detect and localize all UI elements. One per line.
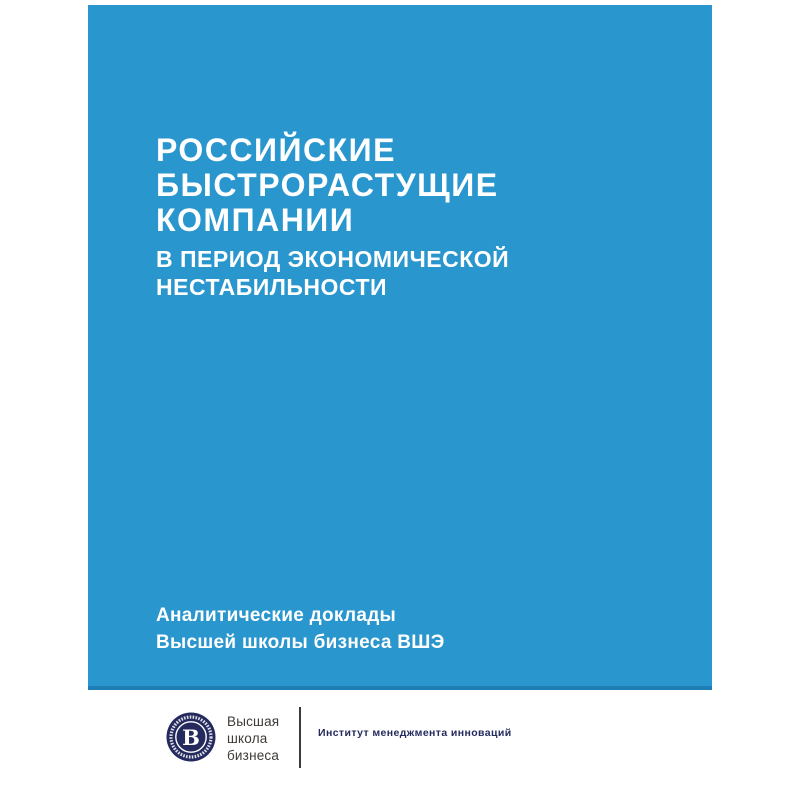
cover-title-line-3: КОМПАНИИ <box>156 202 355 238</box>
hse-logo-icon <box>166 712 216 762</box>
footer-divider <box>299 707 301 768</box>
cover-blue-panel <box>88 5 712 690</box>
org-name-line-3: бизнеса <box>227 748 280 763</box>
org-name-line-2: школа <box>227 731 268 746</box>
series-line-1: Аналитические доклады <box>156 605 397 626</box>
cover-subtitle-line-1: В ПЕРИОД ЭКОНОМИЧЕСКОЙ <box>156 246 510 272</box>
org-name-block <box>227 713 279 764</box>
cover-title-block <box>156 133 509 301</box>
org-name-line-1: Высшая <box>227 714 280 729</box>
series-block <box>156 602 445 656</box>
cover-subtitle-line-2: НЕСТАБИЛЬНОСТИ <box>156 274 388 300</box>
publisher-footer <box>0 690 800 800</box>
hse-logo-crest-glyph: В <box>182 725 200 750</box>
cover-title-line-1: РОССИЙСКИЕ <box>156 132 397 168</box>
cover-subtitle-block <box>156 245 509 301</box>
institute-label: Институт менеджмента инноваций <box>318 727 512 739</box>
cover-title-line-2: БЫСТРОРАСТУЩИЕ <box>156 167 499 203</box>
series-line-2: Высшей школы бизнеса ВШЭ <box>156 632 445 653</box>
